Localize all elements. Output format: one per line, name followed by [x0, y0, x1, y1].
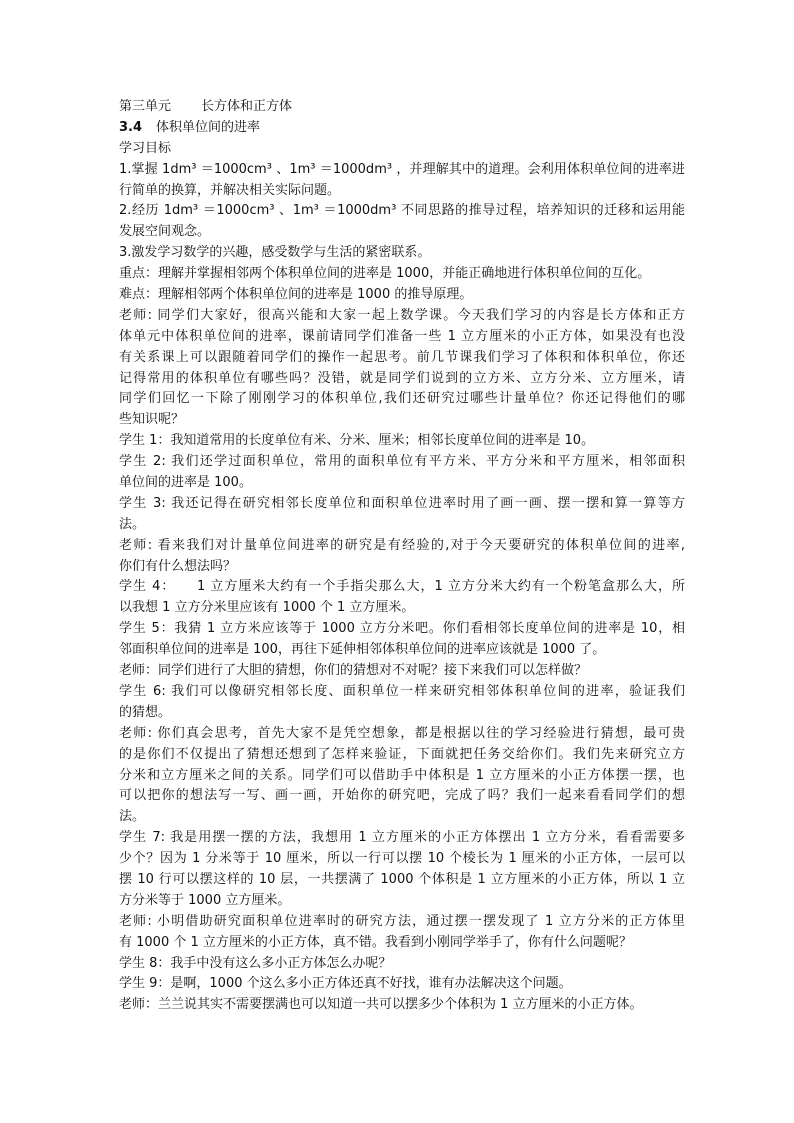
section-heading: [119, 118, 685, 139]
dialogue-line: 摆 10 行可以摆这样的 10 层，一共摆满了 1000 个体积是 1 立方厘米的小正方体，所以 1 立: [119, 871, 685, 887]
dialogue-line: 邻面积单位间的进率是 100，再往下延伸相邻体积单位间的进率应该就是 1000 了。: [119, 642, 606, 658]
unit-heading: [119, 97, 685, 118]
dialogue-line: 学生 3: 我还记得在研究相邻长度单位和面积单位进率时用了画一画、摆一摆和算一算等方: [119, 495, 685, 511]
dialogue-line: 有关系课上可以跟随着同学们的操作一起思考。前几节课我们学习了体积和体积单位，你还: [119, 349, 685, 365]
dialogue-line: 单位间的进率是 100。: [119, 475, 252, 491]
dialogue-line: 些知识呢？: [119, 412, 185, 428]
dialogue-line: 学生 8：我手中没有这么多小正方体怎么办呢？: [119, 955, 392, 971]
key-point: 重点：理解并掌握相邻两个体积单位间的进率是 1000，并能正确地进行体积单位间的互化。: [119, 266, 651, 282]
dialogue-line: 学生 4： 1 立方厘米大约有一个手指尖那么大，1 立方分米大约有一个粉笔盒那么大，所: [119, 579, 685, 595]
dialogue-line: 老师: 同学们大家好，很高兴能和大家一起上数学课。今天我们学习的内容是长方体和正方: [119, 307, 685, 323]
unit-title: 第三单元: [119, 99, 172, 114]
dialogue-line: 学生 2: 我们还学过面积单位，常用的面积单位有平方米、平方分米和平方厘米，相邻面积: [119, 454, 685, 470]
section-title: 体积单位间的进率: [156, 119, 261, 135]
dialogue-line: 老师: 小明借助研究面积单位进率时的研究方法，通过摆一摆发现了 1 立方分米的正方体里: [119, 913, 685, 929]
goal-line: 发展空间观念。: [119, 224, 211, 240]
dialogue-line: 老师: 你们真会思考，首先大家不是凭空想象，都是根据以往的学习经验进行猜想，最可贵: [119, 725, 685, 741]
dialogue-line: 老师：兰兰说其实不需要摆满也可以知道一共可以摆多少个体积为 1 立方厘米的小正方体。: [119, 997, 643, 1013]
dialogue-line: 记得常用的体积单位有哪些吗？没错，就是同学们说到的立方米、立方分米、立方厘米，请: [119, 370, 685, 386]
dialogue-line: 学生 1：我知道常用的长度单位有米、分米、厘米；相邻长度单位间的进率是 10。: [119, 433, 595, 449]
goal-line: 行简单的换算，并解决相关实际问题。: [119, 182, 341, 198]
difficulty: 难点：理解相邻两个体积单位间的进率是 1000 的推导原理。: [119, 287, 473, 303]
document-page: [119, 97, 685, 1016]
section-number: 3.4: [119, 119, 143, 135]
dialogue-line: 老师：同学们进行了大胆的猜想，你们的猜想对不对呢？接下来我们可以怎样做？: [119, 663, 588, 679]
dialogue-line: 可以把你的想法写一写、画一画，开始你的研究吧，完成了吗？我们一起来看看同学们的想: [119, 788, 685, 804]
dialogue-line: 法。: [119, 516, 146, 532]
dialogue-line: 的是你们不仅提出了猜想还想到了怎样来验证，下面就把任务交给你们。我们先来研究立方: [119, 746, 685, 762]
goal-line: 1.掌握 1dm³ ＝1000cm³ 、1m³ ＝1000dm³ ，并理解其中的道理。会利用体积单位间的进率进: [119, 161, 685, 177]
dialogue-line: 学生 7: 我是用摆一摆的方法，我想用 1 立方厘米的小正方体摆出 1 立方分米，看看需要多: [119, 830, 685, 846]
dialogue-line: 学生 5：我猜 1 立方米应该等于 1000 立方分米吧。你们看相邻长度单位间的进率是 10，相: [119, 621, 685, 637]
goals-heading: 学习目标: [119, 140, 172, 156]
dialogue-line: 你们有什么想法吗？: [119, 558, 237, 574]
dialogue-line: 以我想 1 立方分米里应该有 1000 个 1 立方厘米。: [119, 600, 415, 616]
dialogue-line: 体单元中体积单位间的进率，课前请同学们准备一些 1 立方厘米的小正方体，如果没有也没: [119, 328, 685, 344]
dialogue-line: 老师: 看来我们对计量单位间进率的研究是有经验的,对于今天要研究的体积单位间的进率,: [119, 537, 685, 553]
chapter-title: 长方体和正方体: [201, 99, 293, 114]
goal-line: 3.激发学习数学的兴趣，感受数学与生活的紧密联系。: [119, 245, 431, 261]
dialogue-line: 同学们回忆一下除了刚刚学习的体积单位,我们还研究过哪些计量单位？你还记得他们的哪: [119, 391, 685, 407]
dialogue-line: 法。: [119, 809, 146, 825]
goal-line: 2.经历 1dm³ ＝1000cm³ 、1m³ ＝1000dm³ 不同思路的推导过程，培养知识的迁移和运用能: [119, 203, 685, 219]
dialogue-line: 学生 6: 我们可以像研究相邻长度、面积单位一样来研究相邻体积单位间的进率，验证我们: [119, 683, 685, 699]
dialogue-line: 分米和立方厘米之间的关系。同学们可以借助手中体积是 1 立方厘米的小正方体摆一摆，也: [119, 767, 685, 783]
dialogue-line: 的猜想。: [119, 704, 172, 720]
dialogue-line: 学生 9：是啊，1000 个这么多小正方体还真不好找，谁有办法解决这个问题。: [119, 976, 572, 992]
dialogue-line: 方分米等于 1000 立方厘米。: [119, 892, 291, 908]
dialogue-line: 有 1000 个 1 立方厘米的小正方体，真不错。我看到小刚同学举手了，你有什么问题呢？: [119, 934, 632, 950]
dialogue-line: 少个？因为 1 分米等于 10 厘米，所以一行可以摆 10 个棱长为 1 厘米的小正方体，一层可以: [119, 851, 685, 867]
